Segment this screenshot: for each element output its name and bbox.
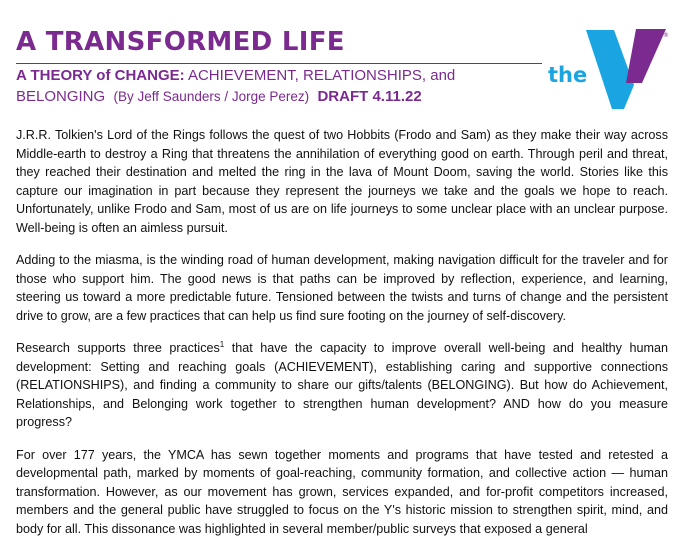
paragraph-2: Adding to the miasma, is the winding road of human development, making navigation difficult for the traveler and for those who support him. The good news is that paths can be improved by reflection, experience, and learning, steering us toward a more predictable future. Tensioned between the twists and turns of change and the persistent drive to grow, are a few practices that can help us find sure footing on the journey of self-discovery. — [16, 253, 668, 323]
subtitle — [16, 65, 556, 107]
draft-date: DRAFT 4.11.22 — [317, 88, 422, 105]
article-body — [16, 126, 668, 552]
paragraph-3-part-b: that have the capacity to improve overall well-being and healthy human development: Setting and reaching goals (ACHIEVEMENT), establishing caring and supportive connections (RELATIONSHIPS), and finding a community to share our gifts/talents (BELONGING). But how do Achievement, Relationships, and Belonging work together to strengthen human development? AND how do you measure progress? — [16, 341, 668, 429]
paragraph-3-part-a: Research supports three practices — [16, 341, 220, 355]
ymca-logo-registered: ® — [663, 32, 669, 39]
ymca-logo-the: the — [548, 63, 588, 87]
page-title: A TRANSFORMED LIFE — [16, 27, 345, 57]
title-divider — [16, 63, 542, 64]
paragraph-4: For over 177 years, the YMCA has sewn together moments and programs that have tested and retested a developmental path, marked by moments of goal-reaching, community formation, and collective action — human transformation. However, as our movement has grown, services expanded, and for-profit competitors increased, members and the general public have struggled to focus on the Y's historic mission to strengthen spirit, mind, and body for all. This dissonance was highlighted in several member/public surveys that exposed a general — [16, 447, 668, 536]
authors: (By Jeff Saunders / Jorge Perez) — [113, 89, 310, 104]
ymca-logo-y-left — [586, 30, 634, 109]
ymca-logo-y-right — [626, 29, 666, 83]
subtitle-topics: ACHIEVEMENT, RELATIONSHIPS, and — [187, 67, 456, 84]
paragraph-3 — [16, 339, 668, 432]
subtitle-topic-belonging: BELONGING — [16, 88, 106, 105]
ymca-logo — [546, 25, 670, 109]
ymca-logo-text: YMCA — [629, 83, 643, 106]
subtitle-label: A THEORY of CHANGE: — [16, 67, 185, 84]
paragraph-1: J.R.R. Tolkien's Lord of the Rings follows the quest of two Hobbits (Frodo and Sam) as they make their way across Middle-earth to destroy a Ring that threatens the annihilation of everything good on earth. Through peril and threat, they reached their destination and melted the ring in the lava of Mount Doom, saving the world. Stories like this capture our imagination in part because they represent the journeys we take and the goals we hope to reach. Unfortunately, unlike Frodo and Sam, most of us are on life journeys to some unclear place with an unclear purpose. Well-being is often an aimless pursuit. — [16, 128, 668, 235]
footnote-marker: 1 — [219, 339, 225, 349]
